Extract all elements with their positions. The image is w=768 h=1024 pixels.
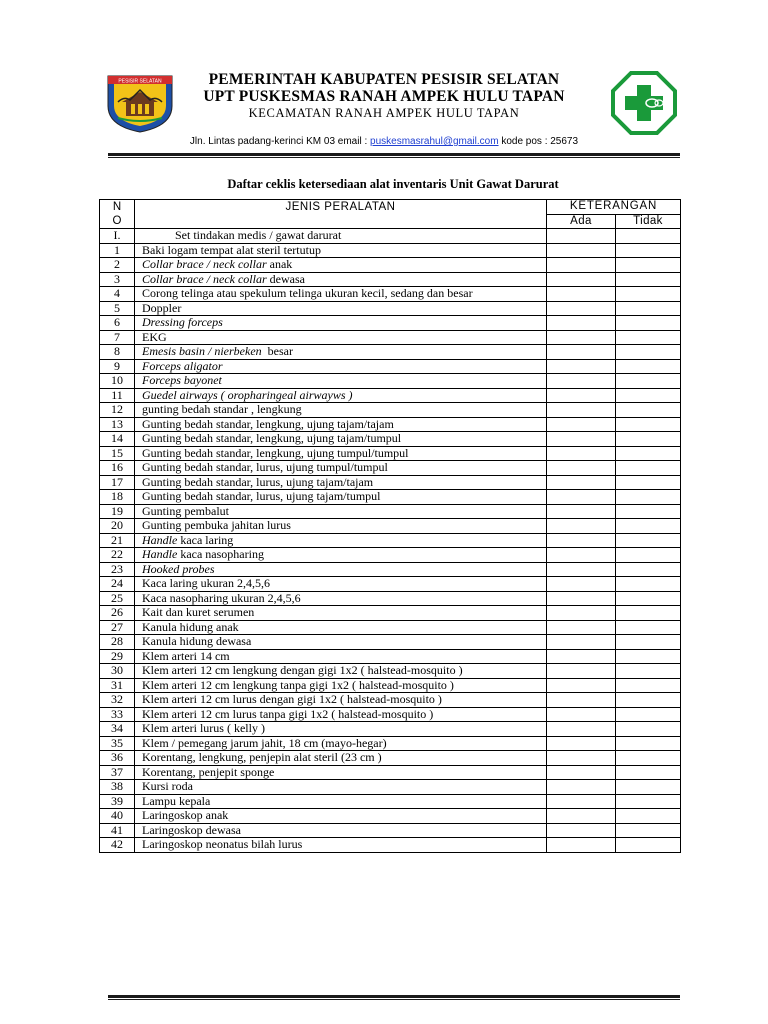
table-row <box>100 620 681 635</box>
item-number: 35 <box>100 736 135 751</box>
item-number: 2 <box>100 258 135 273</box>
tidak-cell[interactable] <box>616 809 681 824</box>
item-name-text: EKG <box>142 330 167 344</box>
ada-cell[interactable] <box>547 562 616 577</box>
item-name-text: besar <box>261 344 293 358</box>
section-title: Set tindakan medis / gawat darurat <box>135 229 547 244</box>
item-name <box>135 490 547 505</box>
item-name <box>135 287 547 302</box>
item-number: 37 <box>100 765 135 780</box>
address-suffix: kode pos : 25673 <box>498 136 579 147</box>
item-number: 41 <box>100 823 135 838</box>
ada-cell[interactable] <box>547 664 616 679</box>
tidak-cell[interactable] <box>616 345 681 360</box>
table-row <box>100 649 681 664</box>
header-district-name: KECAMATAN RANAH AMPEK HULU TAPAN <box>248 106 520 120</box>
ada-cell[interactable] <box>547 533 616 548</box>
ada-cell[interactable] <box>547 591 616 606</box>
item-number: 28 <box>100 635 135 650</box>
puskesmas-logo <box>611 71 677 135</box>
item-number: 15 <box>100 446 135 461</box>
column-header-tidak: Tidak <box>616 214 681 229</box>
item-number: 26 <box>100 606 135 621</box>
ada-cell[interactable] <box>547 794 616 809</box>
item-name <box>135 707 547 722</box>
ada-cell[interactable] <box>547 475 616 490</box>
email-link[interactable]: puskesmasrahul@gmail.com <box>370 136 499 147</box>
ada-cell[interactable] <box>547 678 616 693</box>
item-name-italic: Forceps bayonet <box>142 373 222 387</box>
ada-cell[interactable] <box>547 287 616 302</box>
ada-cell[interactable] <box>547 388 616 403</box>
tidak-cell[interactable] <box>616 780 681 795</box>
item-name-text: Klem arteri 12 cm lurus dengan gigi 1x2 ( halstead-mosquito ) <box>142 692 442 706</box>
item-name-text: Klem arteri 12 cm lurus tanpa gigi 1x2 ( halstead-mosquito ) <box>142 707 434 721</box>
ada-cell[interactable] <box>547 374 616 389</box>
item-name-text: Corong telinga atau spekulum telinga ukuran kecil, sedang dan besar <box>142 286 473 300</box>
tidak-cell[interactable] <box>616 722 681 737</box>
table-row <box>100 316 681 331</box>
ada-cell[interactable] <box>547 838 616 853</box>
table-row <box>100 301 681 316</box>
item-name-italic: Handle <box>142 547 178 561</box>
ada-cell[interactable] <box>547 432 616 447</box>
item-name-italic: Collar brace / neck collar <box>142 257 267 271</box>
ada-cell[interactable] <box>547 301 616 316</box>
item-name <box>135 519 547 534</box>
table-row <box>100 765 681 780</box>
tidak-cell[interactable] <box>616 606 681 621</box>
item-name-text: Gunting bedah standar, lengkung, ujung tajam/tumpul <box>142 431 402 445</box>
table-row <box>100 388 681 403</box>
table-row <box>100 591 681 606</box>
item-name-italic: Guedel airways ( oropharingeal airwayws ) <box>142 388 353 402</box>
ada-cell[interactable] <box>547 577 616 592</box>
ada-cell[interactable] <box>547 504 616 519</box>
tidak-cell[interactable] <box>616 707 681 722</box>
item-name-text: Kaca nasopharing ukuran 2,4,5,6 <box>142 591 301 605</box>
item-number: 33 <box>100 707 135 722</box>
tidak-cell[interactable] <box>616 635 681 650</box>
tidak-cell[interactable] <box>616 359 681 374</box>
item-name <box>135 548 547 563</box>
table-row <box>100 519 681 534</box>
item-name <box>135 649 547 664</box>
tidak-cell[interactable] <box>616 243 681 258</box>
ada-cell[interactable] <box>547 751 616 766</box>
item-name-text: Kanula hidung dewasa <box>142 634 252 648</box>
item-number: 21 <box>100 533 135 548</box>
table-body <box>100 229 681 853</box>
table-row <box>100 577 681 592</box>
item-name <box>135 446 547 461</box>
tidak-cell[interactable] <box>616 461 681 476</box>
ada-cell[interactable] <box>547 345 616 360</box>
item-name <box>135 577 547 592</box>
item-name-text: Laringoskop neonatus bilah lurus <box>142 837 303 851</box>
tidak-cell[interactable] <box>616 287 681 302</box>
item-number: 10 <box>100 374 135 389</box>
ada-cell[interactable] <box>547 765 616 780</box>
ada-cell[interactable] <box>547 258 616 273</box>
item-number: 6 <box>100 316 135 331</box>
item-name <box>135 243 547 258</box>
tidak-cell[interactable] <box>616 591 681 606</box>
ada-cell[interactable] <box>547 403 616 418</box>
item-name-text: Baki logam tempat alat steril tertutup <box>142 243 321 257</box>
section-row <box>100 229 681 244</box>
tidak-cell[interactable] <box>616 620 681 635</box>
tidak-cell[interactable] <box>616 577 681 592</box>
item-number: 24 <box>100 577 135 592</box>
table-row <box>100 490 681 505</box>
item-number: 36 <box>100 751 135 766</box>
item-name-text: Kait dan kuret serumen <box>142 605 255 619</box>
item-name <box>135 272 547 287</box>
item-number: 19 <box>100 504 135 519</box>
ada-cell[interactable] <box>547 780 616 795</box>
item-name-text: dewasa <box>266 272 305 286</box>
table-row <box>100 446 681 461</box>
tidak-cell[interactable] <box>616 562 681 577</box>
item-name-text: Kaca laring ukuran 2,4,5,6 <box>142 576 270 590</box>
header-puskesmas-name: UPT PUSKESMAS RANAH AMPEK HULU TAPAN <box>203 88 565 105</box>
item-name-text: Gunting pembuka jahitan lurus <box>142 518 291 532</box>
item-name-text: Gunting bedah standar, lengkung, ujung tajam/tajam <box>142 417 394 431</box>
item-number: 13 <box>100 417 135 432</box>
table-row <box>100 330 681 345</box>
ada-cell[interactable] <box>547 243 616 258</box>
ada-cell[interactable] <box>547 707 616 722</box>
item-number: 23 <box>100 562 135 577</box>
item-number: 8 <box>100 345 135 360</box>
header-divider-thin <box>108 157 680 158</box>
item-number: 12 <box>100 403 135 418</box>
tidak-cell[interactable] <box>616 519 681 534</box>
ada-cell[interactable] <box>547 693 616 708</box>
table-row <box>100 693 681 708</box>
item-number: 1 <box>100 243 135 258</box>
table-row <box>100 287 681 302</box>
tidak-cell[interactable] <box>616 446 681 461</box>
table-row <box>100 736 681 751</box>
item-name <box>135 736 547 751</box>
tidak-cell[interactable] <box>616 432 681 447</box>
item-name-text: Klem arteri lurus ( kelly ) <box>142 721 265 735</box>
tidak-cell[interactable] <box>616 678 681 693</box>
ada-cell[interactable] <box>547 446 616 461</box>
item-name <box>135 475 547 490</box>
footer-divider-thick <box>108 995 680 998</box>
item-name <box>135 461 547 476</box>
table-row <box>100 533 681 548</box>
section-number: I. <box>100 229 135 244</box>
item-name-italic: Emesis basin / nierbeken <box>142 344 262 358</box>
item-name-text: Laringoskop anak <box>142 808 229 822</box>
table-row <box>100 504 681 519</box>
item-number: 27 <box>100 620 135 635</box>
item-number: 38 <box>100 780 135 795</box>
item-name <box>135 664 547 679</box>
item-name-text: Doppler <box>142 301 182 315</box>
table-row <box>100 345 681 360</box>
item-name <box>135 765 547 780</box>
item-number: 7 <box>100 330 135 345</box>
item-name-text: Gunting pembalut <box>142 504 229 518</box>
item-name-text: gunting bedah standar , lengkung <box>142 402 302 416</box>
item-name-text: Gunting bedah standar, lurus, ujung tajam/tumpul <box>142 489 381 503</box>
tidak-cell[interactable] <box>616 751 681 766</box>
tidak-cell[interactable] <box>616 736 681 751</box>
table-row <box>100 664 681 679</box>
tidak-cell[interactable] <box>616 229 681 244</box>
header-address <box>0 136 768 147</box>
item-name-text: Gunting bedah standar, lengkung, ujung tumpul/tumpul <box>142 446 409 460</box>
item-number: 42 <box>100 838 135 853</box>
ada-cell[interactable] <box>547 461 616 476</box>
item-name <box>135 258 547 273</box>
ada-cell[interactable] <box>547 272 616 287</box>
header-divider-thick <box>108 153 680 156</box>
item-number: 32 <box>100 693 135 708</box>
document-title: Daftar ceklis ketersediaan alat inventaris Unit Gawat Darurat <box>227 177 559 191</box>
ada-cell[interactable] <box>547 548 616 563</box>
ada-cell[interactable] <box>547 359 616 374</box>
item-name <box>135 330 547 345</box>
item-name <box>135 620 547 635</box>
item-number: 16 <box>100 461 135 476</box>
item-name-italic: Hooked probes <box>142 562 215 576</box>
ada-cell[interactable] <box>547 519 616 534</box>
item-name-text: kaca laring <box>177 533 234 547</box>
ada-cell[interactable] <box>547 330 616 345</box>
item-name <box>135 678 547 693</box>
item-number: 5 <box>100 301 135 316</box>
table-row <box>100 562 681 577</box>
ada-cell[interactable] <box>547 809 616 824</box>
ada-cell[interactable] <box>547 229 616 244</box>
item-number: 9 <box>100 359 135 374</box>
tidak-cell[interactable] <box>616 417 681 432</box>
table-row <box>100 432 681 447</box>
item-name <box>135 403 547 418</box>
ada-cell[interactable] <box>547 736 616 751</box>
ada-cell[interactable] <box>547 823 616 838</box>
tidak-cell[interactable] <box>616 475 681 490</box>
tidak-cell[interactable] <box>616 649 681 664</box>
item-number: 17 <box>100 475 135 490</box>
item-name-text: Kursi roda <box>142 779 193 793</box>
tidak-cell[interactable] <box>616 272 681 287</box>
item-name <box>135 316 547 331</box>
tidak-cell[interactable] <box>616 374 681 389</box>
item-name <box>135 722 547 737</box>
tidak-cell[interactable] <box>616 548 681 563</box>
item-name-text: Gunting bedah standar, lurus, ujung tumpul/tumpul <box>142 460 388 474</box>
address-prefix: Jln. Lintas padang-kerinci KM 03 email : <box>189 136 371 147</box>
tidak-cell[interactable] <box>616 403 681 418</box>
tidak-cell[interactable] <box>616 316 681 331</box>
item-name <box>135 432 547 447</box>
item-number: 31 <box>100 678 135 693</box>
item-name <box>135 751 547 766</box>
item-number: 22 <box>100 548 135 563</box>
table-row <box>100 461 681 476</box>
ada-cell[interactable] <box>547 620 616 635</box>
item-name <box>135 504 547 519</box>
item-number: 34 <box>100 722 135 737</box>
item-name <box>135 562 547 577</box>
table-row <box>100 635 681 650</box>
tidak-cell[interactable] <box>616 388 681 403</box>
table-row <box>100 838 681 853</box>
item-name <box>135 809 547 824</box>
table-row <box>100 722 681 737</box>
item-name-italic: Dressing forceps <box>142 315 223 329</box>
tidak-cell[interactable] <box>616 258 681 273</box>
tidak-cell[interactable] <box>616 664 681 679</box>
table-row <box>100 475 681 490</box>
item-number: 40 <box>100 809 135 824</box>
table-row <box>100 678 681 693</box>
item-number: 4 <box>100 287 135 302</box>
emblem-banner-text: PESISIR SELATAN <box>118 78 162 85</box>
item-name-text: Klem arteri 12 cm lengkung tanpa gigi 1x2 ( halstead-mosquito ) <box>142 678 454 692</box>
footer-divider-thin <box>108 999 680 1000</box>
tidak-cell[interactable] <box>616 823 681 838</box>
tidak-cell[interactable] <box>616 490 681 505</box>
ada-cell[interactable] <box>547 722 616 737</box>
table-row <box>100 272 681 287</box>
item-name-text: Korentang, penjepit sponge <box>142 765 275 779</box>
item-name <box>135 388 547 403</box>
item-name <box>135 780 547 795</box>
tidak-cell[interactable] <box>616 693 681 708</box>
tidak-cell[interactable] <box>616 765 681 780</box>
item-number: 30 <box>100 664 135 679</box>
ada-cell[interactable] <box>547 417 616 432</box>
ada-cell[interactable] <box>547 316 616 331</box>
item-number: 3 <box>100 272 135 287</box>
item-name-italic: Forceps aligator <box>142 359 223 373</box>
table-row <box>100 606 681 621</box>
item-name <box>135 606 547 621</box>
tidak-cell[interactable] <box>616 838 681 853</box>
tidak-cell[interactable] <box>616 533 681 548</box>
inventory-checklist-table <box>99 199 681 853</box>
tidak-cell[interactable] <box>616 794 681 809</box>
column-header-no <box>100 200 135 229</box>
item-name-text: kaca nasopharing <box>177 547 264 561</box>
item-name <box>135 635 547 650</box>
item-name-text: Lampu kepala <box>142 794 211 808</box>
item-number: 25 <box>100 591 135 606</box>
item-name-text: Klem arteri 12 cm lengkung dengan gigi 1x2 ( halstead-mosquito ) <box>142 663 463 677</box>
ada-cell[interactable] <box>547 606 616 621</box>
item-name-text: Klem / pemegang jarum jahit, 18 cm (mayo-hegar) <box>142 736 387 750</box>
item-name-text: anak <box>266 257 293 271</box>
table-row <box>100 359 681 374</box>
item-name-italic: Collar brace / neck collar <box>142 272 267 286</box>
column-header-keterangan: KETERANGAN <box>547 200 681 215</box>
table-row <box>100 809 681 824</box>
tidak-cell[interactable] <box>616 301 681 316</box>
item-name <box>135 359 547 374</box>
item-name-text: Laringoskop dewasa <box>142 823 241 837</box>
item-number: 29 <box>100 649 135 664</box>
item-name <box>135 591 547 606</box>
item-number: 11 <box>100 388 135 403</box>
item-name <box>135 345 547 360</box>
item-name <box>135 823 547 838</box>
table-row <box>100 548 681 563</box>
tidak-cell[interactable] <box>616 504 681 519</box>
table-row <box>100 258 681 273</box>
table-row <box>100 751 681 766</box>
item-name-text: Korentang, lengkung, penjepin alat steril (23 cm ) <box>142 750 382 764</box>
table-row <box>100 780 681 795</box>
tidak-cell[interactable] <box>616 330 681 345</box>
ada-cell[interactable] <box>547 649 616 664</box>
table-row <box>100 823 681 838</box>
column-header-ada: Ada <box>547 214 616 229</box>
item-name <box>135 693 547 708</box>
table-header-row <box>100 200 681 215</box>
ada-cell[interactable] <box>547 490 616 505</box>
header-government-name: PEMERINTAH KABUPATEN PESISIR SELATAN <box>208 71 560 88</box>
item-name <box>135 417 547 432</box>
item-number: 18 <box>100 490 135 505</box>
item-name-text: Kanula hidung anak <box>142 620 239 634</box>
item-name <box>135 533 547 548</box>
item-number: 20 <box>100 519 135 534</box>
item-name <box>135 838 547 853</box>
ada-cell[interactable] <box>547 635 616 650</box>
item-number: 14 <box>100 432 135 447</box>
item-name <box>135 374 547 389</box>
item-name-text: Gunting bedah standar, lurus, ujung tajam/tajam <box>142 475 374 489</box>
table-row <box>100 374 681 389</box>
table-row <box>100 707 681 722</box>
table-row <box>100 243 681 258</box>
item-name <box>135 301 547 316</box>
item-name-text: Klem arteri 14 cm <box>142 649 230 663</box>
col-no-top: N <box>112 201 122 213</box>
item-name-italic: Handle <box>142 533 178 547</box>
table-row <box>100 417 681 432</box>
col-no-bottom: O <box>112 214 122 227</box>
item-number: 39 <box>100 794 135 809</box>
item-name <box>135 794 547 809</box>
table-row <box>100 403 681 418</box>
column-header-name: JENIS PERALATAN <box>135 200 547 229</box>
table-row <box>100 794 681 809</box>
